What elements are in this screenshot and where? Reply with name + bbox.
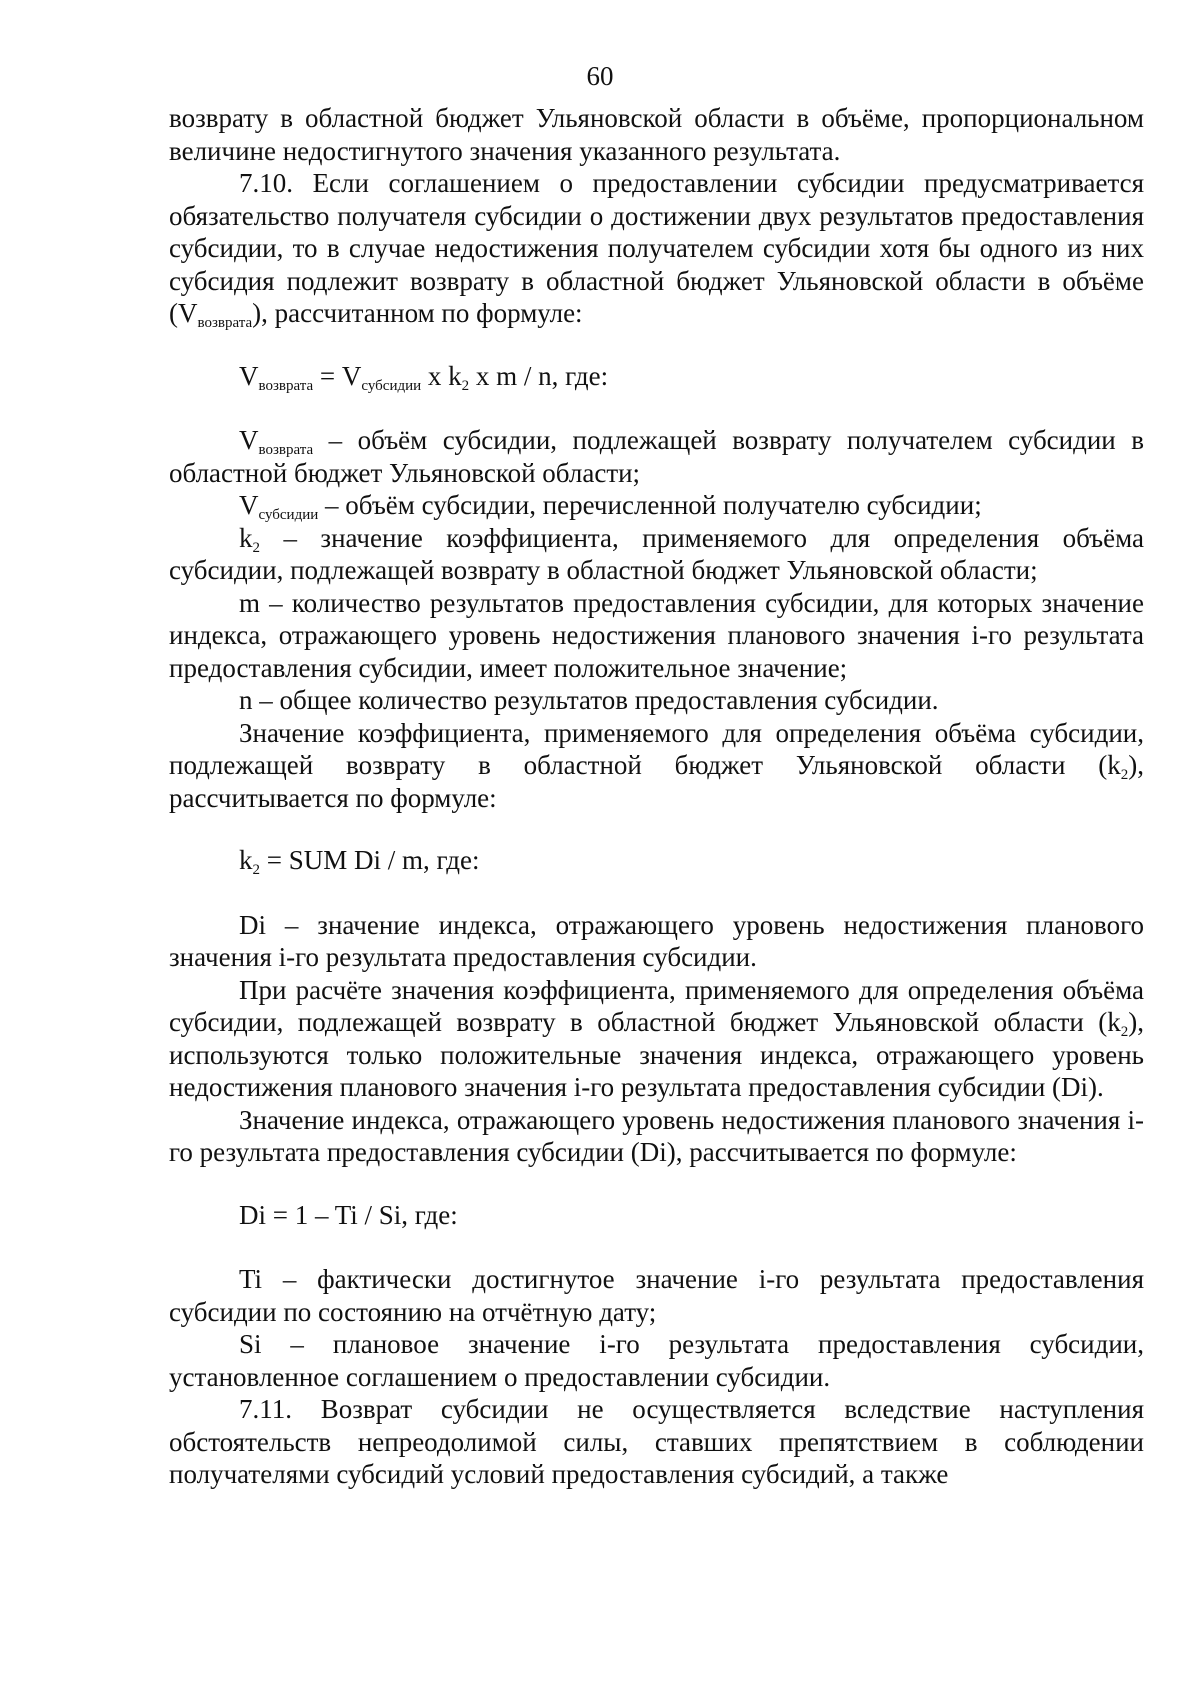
definition-k2: $k_2$ – значение коэффициента, применяемого для определения объёма субсидии, подлежащей возврату в областной бюджет Ульяновской области; bbox=[169, 522, 1144, 585]
paragraph-calculation: При расчёте значения коэффициента, применяемого для определения объёма субсидии, подлежащей возврату в областной бюджет Ульяновской области $(k_2)$, используются только положительные значения индекса, отражающего уровень недостижения планового значения i-го результата предоставления субсидии (Di). bbox=[169, 974, 1144, 1102]
definition-di: Di – значение индекса, отражающего уровень недостижения планового значения i-го результата предоставления субсидии. bbox=[169, 909, 1144, 972]
definition-v-subsidy: $V_{субсидии}$ – объём субсидии, перечисленной получателю субсидии; bbox=[239, 490, 982, 523]
paragraph-k2-value: Значение коэффициента, применяемого для определения объёма субсидии, подлежащей возврату в областной бюджет Ульяновской области $(k_2)$, рассчитывается по формуле: bbox=[169, 717, 1144, 813]
definition-si: Si – плановое значение i-го результата предоставления субсидии, установленное соглашением о предоставлении субсидии. bbox=[169, 1329, 1144, 1392]
definition-v-return: $V_{возврата}$ – объём субсидии, подлежащей возврату получателем субсидии в областной бюджет Ульяновской области; bbox=[169, 425, 1144, 488]
paragraph-7-11: 7.11. Возврат субсидии не осуществляется вследствие наступления обстоятельств непреодолимой силы, ставших препятствием в соблюдении получателями субсидий условий предоставления субсидий, а также bbox=[169, 1394, 1144, 1489]
definition-n: n – общее количество результатов предоставления субсидии. bbox=[239, 685, 939, 715]
formula-di: Di = 1 – Ti / Si, где: bbox=[239, 1199, 458, 1230]
paragraph-continuation: возврату в областной бюджет Ульяновской области в объёме, пропорциональном величине недостигнутого значения указанного результата. bbox=[169, 103, 1144, 166]
formula-v-return: $V_{возврата} = V_{субсидии}$ x $k_2$ x m / n, где: bbox=[239, 360, 609, 394]
paragraph-7-10: 7.10. Если соглашением о предоставлении субсидии предусматривается обязательство получателя субсидии о достижении двух результатов предоставления субсидии, то в случае недостижения получателем субсидии хотя бы одного из них субсидия подлежит возврату в областной бюджет Ульяновской области в объёме $(V_{возврата})$, рассчитанном по формуле: bbox=[169, 168, 1144, 331]
page-number: 60 bbox=[586, 61, 614, 91]
definition-m: m – количество результатов предоставления субсидии, для которых значение индекса, отражающего уровень недостижения планового значения i-го результата предоставления субсидии, имеет положительное значение; bbox=[169, 587, 1144, 683]
paragraph-di-value: Значение индекса, отражающего уровень недостижения планового значения i-го результата предоставления субсидии (Di), рассчитывается по формуле: bbox=[169, 1104, 1144, 1167]
formula-k2: $k_2$ = SUM Di / m, где: bbox=[239, 845, 480, 878]
definition-ti: Ti – фактически достигнутое значение i-го результата предоставления субсидии по состоянию на отчётную дату; bbox=[169, 1264, 1144, 1327]
document-body bbox=[169, 102, 1144, 1491]
